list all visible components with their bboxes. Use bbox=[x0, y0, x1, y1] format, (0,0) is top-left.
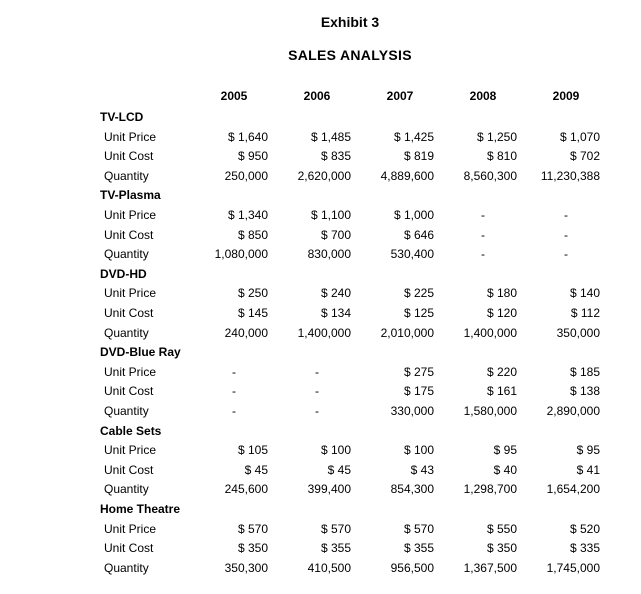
table-cell: - bbox=[232, 364, 236, 379]
table-cell: 330,000 bbox=[390, 404, 434, 418]
year-header-2005: 2005 bbox=[220, 89, 248, 103]
section-heading: Home Theatre bbox=[100, 502, 181, 516]
table-cell: $ 570 bbox=[237, 521, 268, 536]
table-cell: $ 100 bbox=[320, 443, 351, 458]
table-cell: - bbox=[481, 227, 485, 242]
table-cell: $ 120 bbox=[486, 306, 517, 320]
row-label: Unit Price bbox=[104, 286, 157, 301]
table-cell: $ 355 bbox=[403, 541, 434, 556]
table-cell: $ 134 bbox=[320, 306, 351, 320]
year-header-2006: 2006 bbox=[303, 89, 331, 103]
table-cell: $ 350 bbox=[237, 541, 268, 556]
table-cell: - bbox=[315, 364, 319, 379]
table-cell: - bbox=[564, 208, 568, 222]
table-cell: - bbox=[564, 227, 568, 242]
table-cell: $ 45 bbox=[327, 462, 351, 477]
section-heading: TV-LCD bbox=[100, 110, 144, 124]
table-cell: $ 145 bbox=[237, 306, 268, 320]
table-cell: $ 100 bbox=[403, 443, 434, 458]
table-cell: $ 180 bbox=[486, 286, 517, 301]
section-heading: Cable Sets bbox=[100, 423, 162, 438]
table-cell: 350,000 bbox=[556, 325, 600, 340]
table-cell: $ 1,100 bbox=[310, 208, 351, 222]
row-label: Unit Cost bbox=[104, 149, 154, 164]
row-label: Quantity bbox=[104, 325, 149, 340]
report-title: SALES ANALYSIS bbox=[288, 47, 412, 63]
table-cell: $ 125 bbox=[403, 306, 434, 320]
table-cell: 2,890,000 bbox=[546, 404, 600, 418]
table-cell: $ 43 bbox=[410, 462, 434, 477]
row-label: Unit Price bbox=[104, 208, 157, 222]
table-cell: 956,500 bbox=[390, 560, 434, 575]
table-cell: - bbox=[481, 247, 485, 262]
table-cell: $ 138 bbox=[569, 384, 600, 399]
table-cell: 1,745,000 bbox=[546, 560, 600, 575]
section-heading: DVD-Blue Ray bbox=[100, 345, 181, 360]
table-cell: 1,580,000 bbox=[463, 404, 517, 418]
row-label: Quantity bbox=[104, 560, 149, 575]
row-label: Unit Cost bbox=[104, 227, 154, 242]
table-cell: $ 140 bbox=[569, 286, 600, 301]
table-cell: 399,400 bbox=[307, 482, 351, 497]
year-header-2009: 2009 bbox=[552, 89, 580, 103]
table-cell: - bbox=[315, 384, 319, 399]
table-cell: $ 185 bbox=[569, 364, 600, 379]
row-label: Unit Cost bbox=[104, 462, 154, 477]
table-cell: $ 1,000 bbox=[393, 208, 434, 222]
table-cell: $ 1,485 bbox=[310, 129, 351, 144]
table-cell: $ 835 bbox=[320, 149, 351, 164]
table-cell: - bbox=[232, 384, 236, 399]
row-label: Unit Price bbox=[104, 129, 157, 144]
row-label: Unit Cost bbox=[104, 384, 154, 399]
table-cell: $ 850 bbox=[237, 227, 268, 242]
table-cell: 2,620,000 bbox=[297, 168, 351, 183]
table-cell: $ 95 bbox=[493, 443, 517, 458]
table-cell: $ 702 bbox=[569, 149, 600, 164]
row-label: Unit Cost bbox=[104, 306, 154, 320]
table-cell: 11,230,388 bbox=[540, 168, 600, 183]
table-cell: $ 570 bbox=[320, 521, 351, 536]
table-cell: $ 40 bbox=[493, 462, 517, 477]
table-cell: $ 45 bbox=[244, 462, 268, 477]
table-cell: 1,298,700 bbox=[463, 482, 517, 497]
row-label: Unit Price bbox=[104, 521, 157, 536]
row-label: Unit Cost bbox=[104, 541, 154, 556]
table-cell: 1,367,500 bbox=[463, 560, 517, 575]
table-cell: $ 225 bbox=[403, 286, 434, 301]
table-cell: 1,654,200 bbox=[546, 482, 600, 497]
table-cell: 530,400 bbox=[390, 247, 434, 262]
table-cell: $ 95 bbox=[576, 443, 600, 458]
table-cell: 854,300 bbox=[390, 482, 434, 497]
table-cell: $ 646 bbox=[403, 227, 434, 242]
exhibit-title: Exhibit 3 bbox=[320, 14, 380, 30]
table-cell: $ 950 bbox=[237, 149, 268, 164]
table-cell: $ 1,425 bbox=[393, 129, 434, 144]
year-header-2008: 2008 bbox=[469, 89, 497, 103]
table-cell: 1,400,000 bbox=[463, 325, 517, 340]
table-cell: $ 161 bbox=[486, 384, 517, 399]
table-cell: $ 810 bbox=[486, 149, 517, 164]
table-cell: $ 112 bbox=[570, 306, 600, 320]
table-cell: $ 350 bbox=[486, 541, 517, 556]
row-label: Quantity bbox=[104, 247, 149, 262]
table-cell: $ 240 bbox=[320, 286, 351, 301]
table-cell: 8,560,300 bbox=[463, 168, 517, 183]
table-cell: 4,889,600 bbox=[380, 168, 434, 183]
table-cell: - bbox=[315, 404, 319, 418]
table-cell: $ 250 bbox=[237, 286, 268, 301]
table-cell: $ 1,340 bbox=[227, 208, 268, 222]
table-cell: - bbox=[232, 404, 236, 418]
table-cell: $ 1,070 bbox=[559, 129, 600, 144]
section-heading: TV-Plasma bbox=[100, 188, 161, 203]
row-label: Unit Price bbox=[104, 364, 157, 379]
table-cell: $ 700 bbox=[320, 227, 351, 242]
table-cell: $ 550 bbox=[486, 521, 517, 536]
table-cell: 830,000 bbox=[307, 247, 351, 262]
table-cell: $ 105 bbox=[237, 443, 268, 458]
table-cell: 240,000 bbox=[224, 325, 268, 340]
row-label: Quantity bbox=[104, 168, 149, 183]
table-cell: 1,080,000 bbox=[214, 247, 268, 262]
table-cell: $ 1,250 bbox=[476, 129, 517, 144]
table-cell: $ 819 bbox=[403, 149, 434, 164]
table-cell: $ 41 bbox=[576, 462, 600, 477]
table-cell: - bbox=[481, 208, 485, 222]
table-cell: $ 520 bbox=[569, 521, 600, 536]
table-cell: 250,000 bbox=[224, 168, 268, 183]
table-cell: 350,300 bbox=[224, 560, 268, 575]
year-header-2007: 2007 bbox=[386, 89, 414, 103]
row-label: Quantity bbox=[104, 482, 149, 497]
table-cell: $ 335 bbox=[569, 541, 600, 556]
table-cell: $ 355 bbox=[320, 541, 351, 556]
table-cell: $ 570 bbox=[403, 521, 434, 536]
table-cell: 2,010,000 bbox=[380, 325, 434, 340]
table-cell: 410,500 bbox=[307, 560, 351, 575]
table-cell: 245,600 bbox=[224, 482, 268, 497]
table-cell: $ 175 bbox=[403, 384, 434, 399]
row-label: Quantity bbox=[104, 404, 149, 418]
table-cell: - bbox=[564, 247, 568, 262]
table-cell: 1,400,000 bbox=[297, 325, 351, 340]
section-heading: DVD-HD bbox=[100, 266, 147, 281]
row-label: Unit Price bbox=[104, 443, 157, 458]
table-cell: $ 275 bbox=[403, 364, 434, 379]
table-cell: $ 220 bbox=[486, 364, 517, 379]
table-cell: $ 1,640 bbox=[227, 129, 268, 144]
